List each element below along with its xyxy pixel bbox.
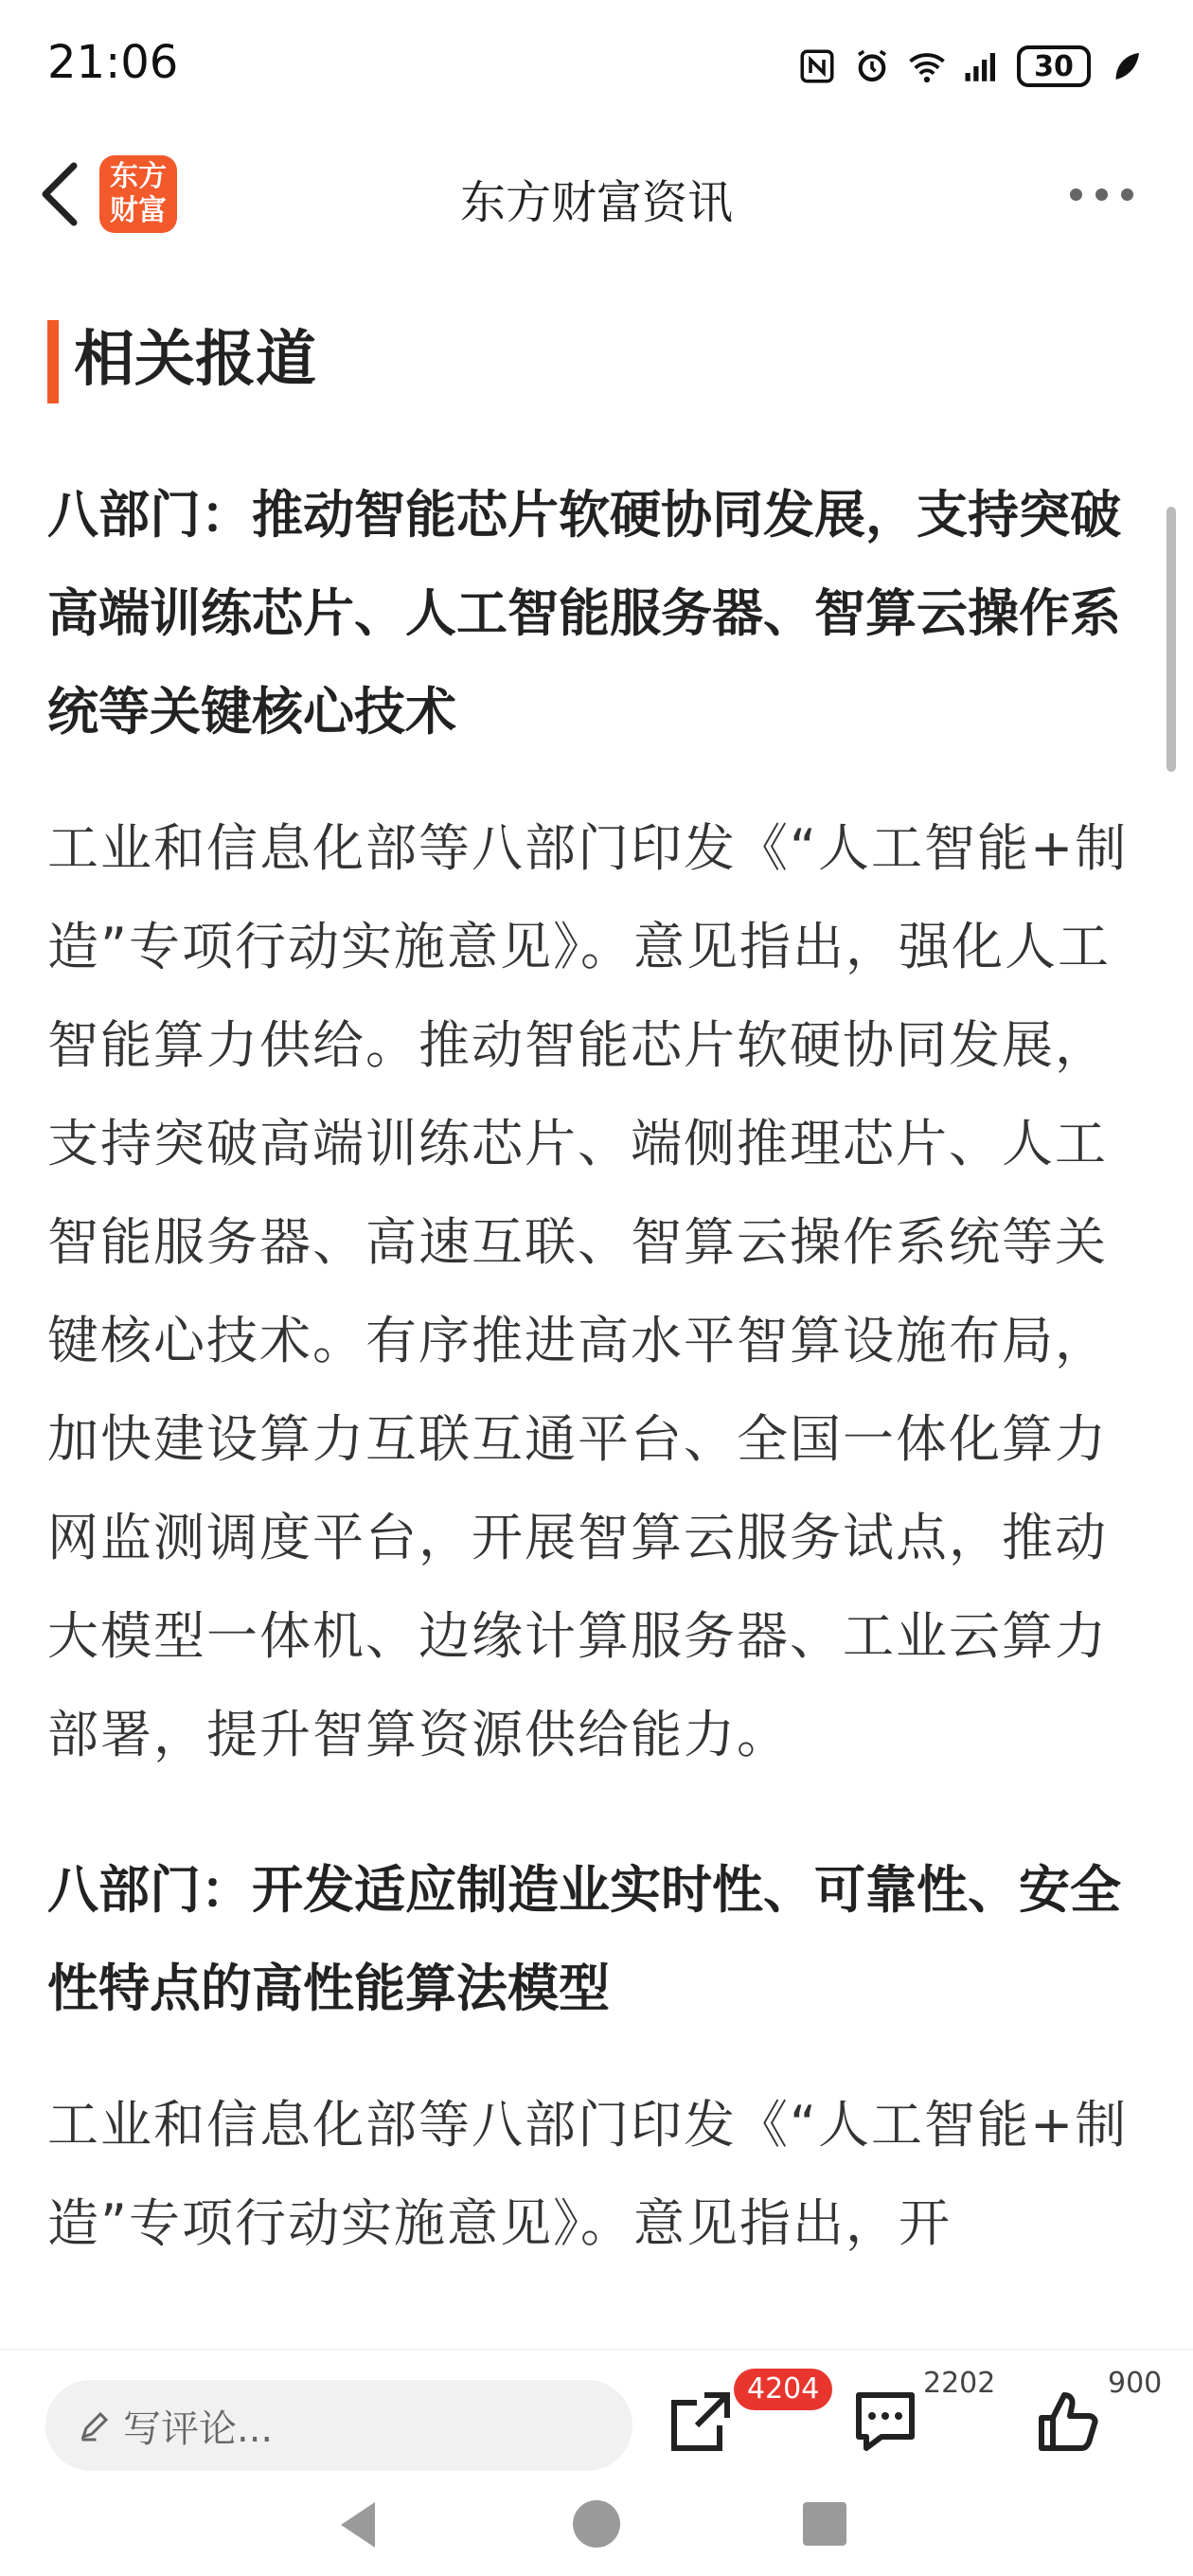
status-icons xyxy=(797,38,1146,95)
status-bar xyxy=(0,0,1193,142)
wifi-icon xyxy=(907,46,947,86)
bottom-action-bar xyxy=(0,2349,1193,2482)
nav-home-icon[interactable] xyxy=(573,2500,620,2548)
nav-recent-icon[interactable] xyxy=(803,2502,846,2546)
signal-icon xyxy=(962,46,1002,86)
article-body: 工业和信息化部等八部门印发《“人工智能+制造”专项行动实施意见》。意见指出，强化人工智能算力供给。推动智能芯片软硬协同发展，支持突破高端训练芯片、端侧推理芯片、人工智能服务器、高速互联、智算云操作系统等关键核心技术。有序推进高水平智算设施布局，加快建设算力互联互通平台、全国一体化算力网监测调度平台，开展智算云服务试点，推动大模型一体机、边缘计算服务器、工业云算力部署，提升智算资源供给能力。 xyxy=(47,818,1129,1764)
article-title[interactable]: 八部门：推动智能芯片软硬协同发展，支持突破高端训练芯片、人工智能服务器、智算云操作系统等关键核心技术 xyxy=(47,485,1121,742)
comment-icon xyxy=(847,2384,923,2460)
comment-input[interactable] xyxy=(45,2380,632,2471)
pencil-icon xyxy=(78,2408,112,2442)
logo-line2: 财富 xyxy=(110,194,167,227)
like-icon xyxy=(1030,2384,1106,2460)
alarm-icon xyxy=(852,46,892,86)
scrollbar[interactable] xyxy=(1166,507,1176,772)
section-header xyxy=(47,313,1146,407)
article-content xyxy=(47,313,1146,2273)
section-accent-bar xyxy=(47,320,59,403)
page-title: 东方财富资讯 xyxy=(459,176,733,229)
comment-placeholder: 写评论... xyxy=(123,2406,274,2451)
top-bar xyxy=(0,142,1193,246)
like-button[interactable] xyxy=(1030,2384,1106,2460)
article-body: 工业和信息化部等八部门印发《“人工智能+制造”专项行动实施意见》。意见指出，开 xyxy=(47,2095,1129,2253)
leaf-icon xyxy=(1106,46,1146,86)
comment-count: 2202 xyxy=(923,2367,996,2400)
section-title: 相关报道 xyxy=(74,325,316,395)
article-item[interactable] xyxy=(47,1841,1146,2273)
share-count-badge: 4204 xyxy=(734,2369,832,2410)
status-time: 21:06 xyxy=(47,36,179,89)
battery-indicator: 30 xyxy=(1017,45,1091,87)
more-icon[interactable] xyxy=(1070,180,1155,208)
nav-back-icon[interactable] xyxy=(341,2502,375,2548)
article-item[interactable] xyxy=(47,466,1146,1784)
logo-line1: 东方 xyxy=(110,160,167,193)
comment-button[interactable] xyxy=(847,2384,923,2460)
share-button[interactable] xyxy=(663,2384,739,2460)
nfc-icon xyxy=(797,46,837,86)
article-title[interactable]: 八部门：开发适应制造业实时性、可靠性、安全性特点的高性能算法模型 xyxy=(47,1860,1121,2018)
share-icon xyxy=(663,2384,739,2460)
like-count: 900 xyxy=(1108,2367,1163,2400)
system-nav-bar xyxy=(0,2481,1193,2576)
